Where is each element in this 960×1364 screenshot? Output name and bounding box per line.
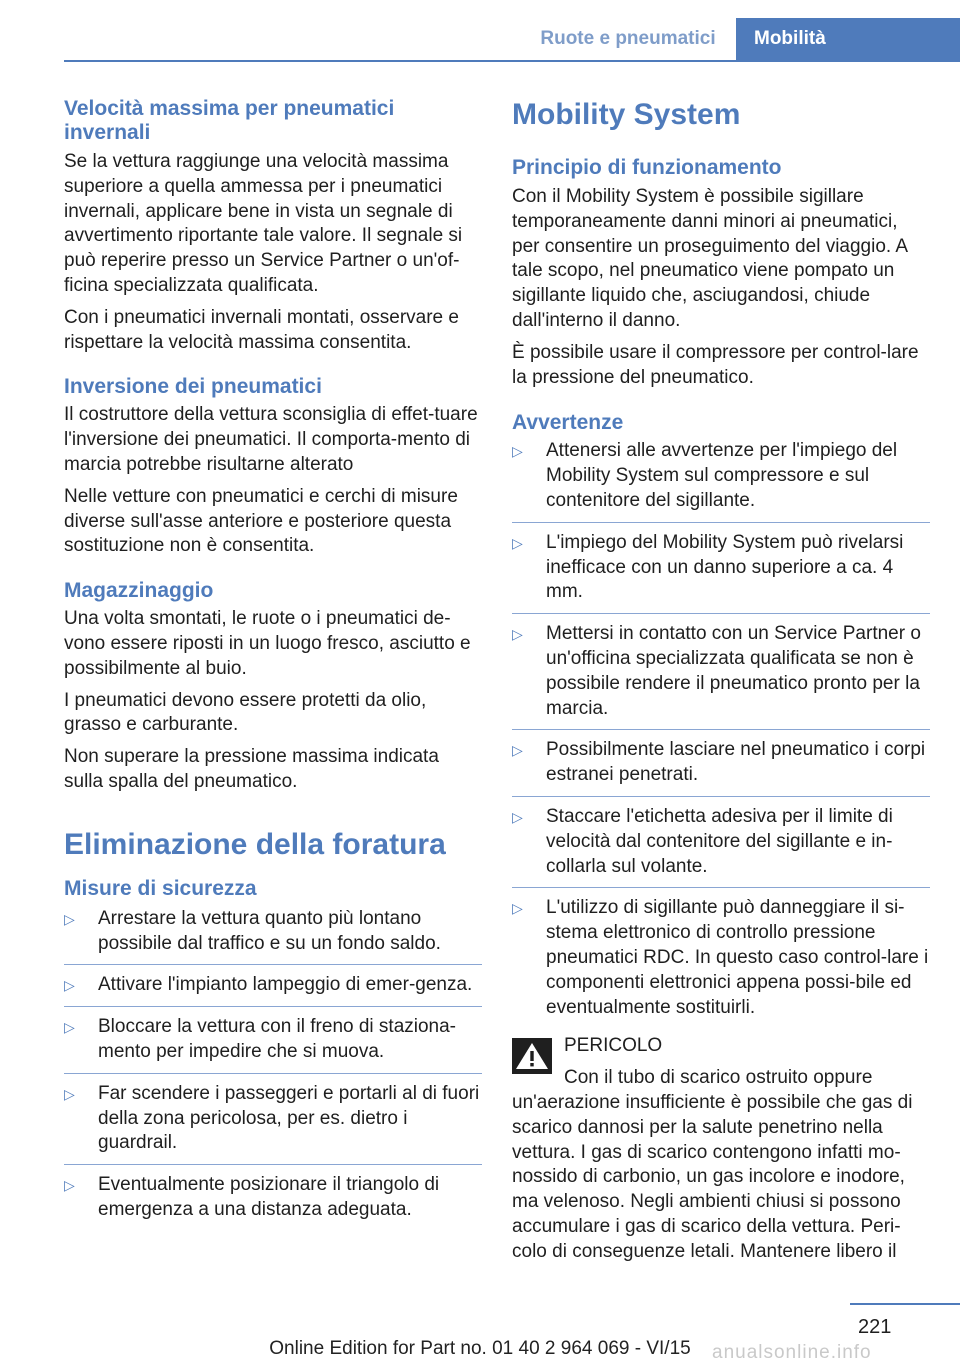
warning-head-text — [564, 1034, 872, 1091]
triangle-bullet-icon: ▷ — [512, 900, 523, 917]
triangle-bullet-icon: ▷ — [64, 1085, 75, 1102]
heading-puncture-repair: Eliminazione della foratura — [64, 827, 446, 861]
heading-winter-speed: Velocità massima per pneumatici invernali — [64, 97, 395, 144]
paragraph: Una volta smontati, le ruote o i pneumatici de-vono essere riposti in un luogo fresco, asciutto e possibilmente al buio. — [64, 608, 471, 679]
list-item: ▷ Possibilmente lasciare nel pneumatico i corpi estranei penetrati. — [512, 738, 930, 788]
notes-list — [512, 439, 930, 1020]
warning-text: un'aerazione insufficiente è possibile che gas di scarico dannosi per la salute penetrino nella vettura. I gas di scarico contengono infatti mo-nossido di carbonio, un gas incolore e inodore, ma velenoso. Negli ambienti chiusi si possono accumulare i gas di scarico della vettura. Peri-colo di conseguenze letali. Mantenere libero il — [512, 1091, 913, 1262]
edition-line: Online Edition for Part no. 01 40 2 964 069 - VI/15 — [269, 1338, 691, 1359]
list-item: ▷ Attivare l'impianto lampeggio di emer-genza. — [64, 973, 482, 998]
warning-header — [512, 1034, 930, 1091]
list-divider — [512, 729, 930, 730]
list-divider — [512, 887, 930, 888]
list-divider — [64, 964, 482, 965]
list-divider — [64, 1073, 482, 1074]
danger-warning — [512, 1034, 930, 1264]
list-item: ▷ Bloccare la vettura con il freno di staziona-mento per impedire che si muova. — [64, 1015, 482, 1065]
right-column — [512, 97, 930, 1264]
paragraph: Il costruttore della vettura sconsiglia di effet-tuare l'inversione dei pneumatici. Il comporta-mento di marcia potrebbe risultarne alterato — [64, 404, 478, 475]
footer-rule — [850, 1303, 960, 1305]
warning-label: PERICOLO — [564, 1035, 663, 1057]
warning-first-line: Con il tubo di scarico ostruito oppure — [564, 1067, 873, 1089]
list-divider — [64, 1006, 482, 1007]
triangle-bullet-icon: ▷ — [64, 977, 75, 994]
list-item: ▷ Staccare l'etichetta adesiva per il limite di velocità dal contenitore del sigillante e in-collarla sul volante. — [512, 805, 930, 879]
heading-mobility-system: Mobility System — [512, 98, 741, 131]
heading-operating-principle: Principio di funzionamento — [512, 156, 782, 179]
warning-triangle-icon — [512, 1038, 552, 1074]
triangle-bullet-icon: ▷ — [512, 742, 523, 759]
heading-notes: Avvertenze — [512, 411, 624, 435]
chapter-title: Mobilità — [754, 28, 826, 49]
list-item: ▷ L'impiego del Mobility System può rivelarsi inefficace con un danno superiore a ca. 4 mm. — [512, 531, 930, 605]
heading-storage: Magazzinaggio — [64, 579, 214, 603]
paragraph: Nelle vetture con pneumatici e cerchi di misure diverse sull'asse anteriore e posteriore questa sostituzione non è consentita. — [64, 485, 458, 557]
list-item: ▷ Far scendere i passeggeri e portarli al di fuori della zona pericolosa, per es. dietro i guardrail. — [64, 1082, 482, 1156]
list-item: ▷ L'utilizzo di sigillante può danneggiare il si-stema elettronico di controllo pressione pneumatici RDC. In questo caso control-lare i componenti elettronici appena possi-bile ed eventualmente sostituirli. — [512, 896, 930, 1020]
triangle-bullet-icon: ▷ — [64, 1177, 75, 1194]
chapter-tab — [736, 18, 960, 62]
list-divider — [512, 796, 930, 797]
heading-safety-measures: Misure di sicurezza — [64, 876, 257, 900]
triangle-bullet-icon: ▷ — [512, 443, 523, 460]
triangle-bullet-icon: ▷ — [64, 1019, 75, 1036]
header-rule — [64, 60, 960, 62]
list-item: ▷ Attenersi alle avvertenze per l'impiego del Mobility System sul compressore e sul contenitore del sigillante. — [512, 439, 930, 513]
watermark: anualsonline.info — [712, 1342, 872, 1363]
paragraph: Se la vettura raggiunge una velocità massima superiore a quella ammessa per i pneumatici invernali, applicare bene in vista un segnale di avvertimento riportante tale valore. Il segnale si può reperire presso un Service Partner o un'of-ficina specializzata qualificata. — [64, 151, 463, 296]
triangle-bullet-icon: ▷ — [512, 808, 523, 825]
paragraph: Non superare la pressione massima indicata sulla spalla del pneumatico. — [64, 746, 439, 792]
page-number: 221 — [858, 1316, 892, 1338]
triangle-bullet-icon: ▷ — [64, 910, 75, 927]
list-divider — [64, 1164, 482, 1165]
list-divider — [512, 522, 930, 523]
list-item: ▷ Eventualmente posizionare il triangolo di emergenza a una distanza adeguata. — [64, 1173, 482, 1223]
paragraph: I pneumatici devono essere protetti da olio, grasso e carburante. — [64, 689, 427, 736]
paragraph: È possibile usare il compressore per control-lare la pressione del pneumatico. — [512, 341, 919, 388]
list-item: ▷ Arrestare la vettura quanto più lontano possibile dal traffico e su un fondo saldo. — [64, 907, 482, 957]
page-header — [0, 0, 960, 62]
section-title: Ruote e pneumatici — [540, 28, 716, 49]
list-divider — [512, 613, 930, 614]
paragraph: Con i pneumatici invernali montati, osservare e rispettare la velocità massima consentita. — [64, 306, 459, 353]
heading-tire-inversion: Inversione dei pneumatici — [64, 375, 322, 399]
triangle-bullet-icon: ▷ — [512, 534, 523, 551]
triangle-bullet-icon: ▷ — [512, 626, 523, 643]
safety-list — [64, 907, 482, 1223]
list-item: ▷ Mettersi in contatto con un Service Partner o un'officina specializzata qualificata se non è possibile rendere il pneumatico pronto per la marcia. — [512, 622, 930, 721]
left-column — [64, 97, 482, 1223]
paragraph: Con il Mobility System è possibile sigillare temporaneamente danni minori ai pneumatici, per consentire un proseguimento del viaggio. A tale scopo, nel pneumatico viene pompato un sigillante liquido che, asciugandosi, chiude dall'interno il danno. — [512, 186, 908, 331]
